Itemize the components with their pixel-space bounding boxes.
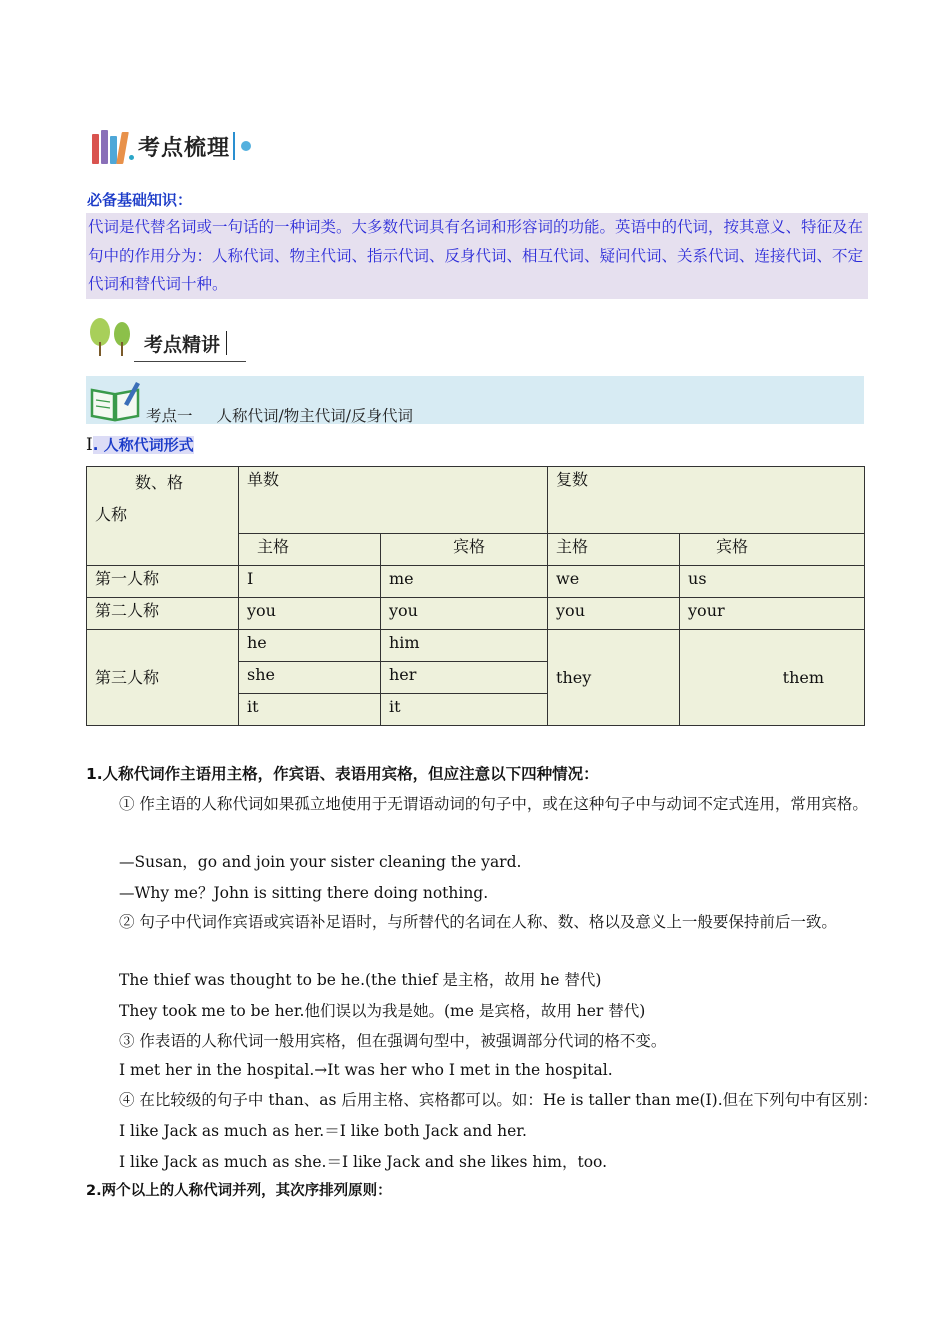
header-singular: 单数 xyxy=(239,467,548,534)
cell: her xyxy=(381,662,548,694)
dot-icon xyxy=(129,155,134,160)
cell: him xyxy=(381,630,548,662)
section-title: 考点梳理 xyxy=(138,135,231,161)
example: I like Jack as much as she.＝I like Jack and she likes him，too. xyxy=(119,1153,608,1171)
header-plural: 复数 xyxy=(548,467,865,534)
header-plural-obj: 宾格 xyxy=(680,534,865,566)
table-corner xyxy=(87,467,239,566)
example: —Why me？John is sitting there doing nothing. xyxy=(119,884,489,902)
cell: you xyxy=(239,598,381,630)
header-plural-subj: 主格 xyxy=(548,534,680,566)
cell: they xyxy=(548,630,680,726)
cell: it xyxy=(239,694,381,726)
divider xyxy=(233,132,235,160)
cell: me xyxy=(381,566,548,598)
subsection-heading xyxy=(86,434,194,455)
example: I met her in the hospital.→It was her who I met in the hospital. xyxy=(119,1061,613,1079)
paragraph: ④ 在比较级的句子中 than、as 后用主格、宾格都可以。如：He is taller than me(I).但在下列句中有区别： xyxy=(119,1091,878,1109)
books-icon xyxy=(92,128,126,164)
topic-label xyxy=(146,404,413,426)
underline xyxy=(134,361,246,362)
header-singular-subj: 主格 xyxy=(239,534,381,566)
open-book-pen-icon xyxy=(88,380,142,422)
rule1-heading: 1.人称代词作主语用主格，作宾语、表语用宾格，但应注意以下四种情况： xyxy=(86,765,599,783)
header-singular-obj: 宾格 xyxy=(381,534,548,566)
topic-banner xyxy=(86,376,864,424)
section-title: 考点精讲 xyxy=(144,334,221,356)
cell: you xyxy=(548,598,680,630)
corner-bottom: 人称 xyxy=(95,505,128,524)
section-header-review xyxy=(92,124,251,168)
cell: them xyxy=(680,630,865,726)
cell: us xyxy=(680,566,865,598)
person-cell: 第二人称 xyxy=(87,598,239,630)
bullet-icon xyxy=(241,141,251,151)
example: They took me to be her.他们误以为我是她。(me 是宾格，故用 her 替代) xyxy=(119,1002,646,1020)
paragraph: ③ 作表语的人称代词一般用宾格，但在强调句型中，被强调部分代词的格不变。 xyxy=(119,1032,667,1050)
cell: we xyxy=(548,566,680,598)
section-header-explain xyxy=(88,318,246,362)
example: The thief was thought to be he.(the thief 是主格，故用 he 替代) xyxy=(119,971,602,989)
cell: it xyxy=(381,694,548,726)
table-row xyxy=(87,598,865,630)
example: —Susan，go and join your sister cleaning the yard. xyxy=(119,853,522,871)
basics-subtitle: 必备基础知识： xyxy=(87,191,193,209)
paragraph: ① 作主语的人称代词如果孤立地使用于无谓语动词的句子中，或在这种句子中与动词不定式连用，常用宾格。 xyxy=(119,795,868,813)
paragraph: ② 句子中代词作宾语或宾语补足语时，与所替代的名词在人称、数、格以及意义上一般要保持前后一致。 xyxy=(119,913,837,931)
cell: your xyxy=(680,598,865,630)
basics-intro: 代词是代替名词或一句话的一种词类。大多数代词具有名词和形容词的功能。英语中的代词，按其意义、特征及在句中的作用分为：人称代词、物主代词、指示代词、反身代词、相互代词、疑问代词、关系代词、连接代词、不定代词和替代词十种。 xyxy=(86,213,868,299)
cell: she xyxy=(239,662,381,694)
trees-icon xyxy=(88,316,134,358)
person-cell: 第一人称 xyxy=(87,566,239,598)
cell: I xyxy=(239,566,381,598)
divider xyxy=(226,331,227,355)
subsection-title: . 人称代词形式 xyxy=(92,436,194,454)
corner-top: 数、格 xyxy=(135,473,184,492)
table-row xyxy=(87,566,865,598)
rule2-heading: 2.两个以上的人称代词并列，其次序排列原则： xyxy=(86,1183,392,1199)
table-row xyxy=(87,630,865,662)
pronoun-table xyxy=(86,466,865,726)
topic-number: 考点一 xyxy=(146,407,193,425)
cell: he xyxy=(239,630,381,662)
person-cell: 第三人称 xyxy=(87,630,239,726)
roman-numeral: I xyxy=(86,435,93,455)
topic-title: 人称代词/物主代词/反身代词 xyxy=(216,407,413,425)
example: I like Jack as much as her.＝I like both Jack and her. xyxy=(119,1122,527,1140)
cell: you xyxy=(381,598,548,630)
